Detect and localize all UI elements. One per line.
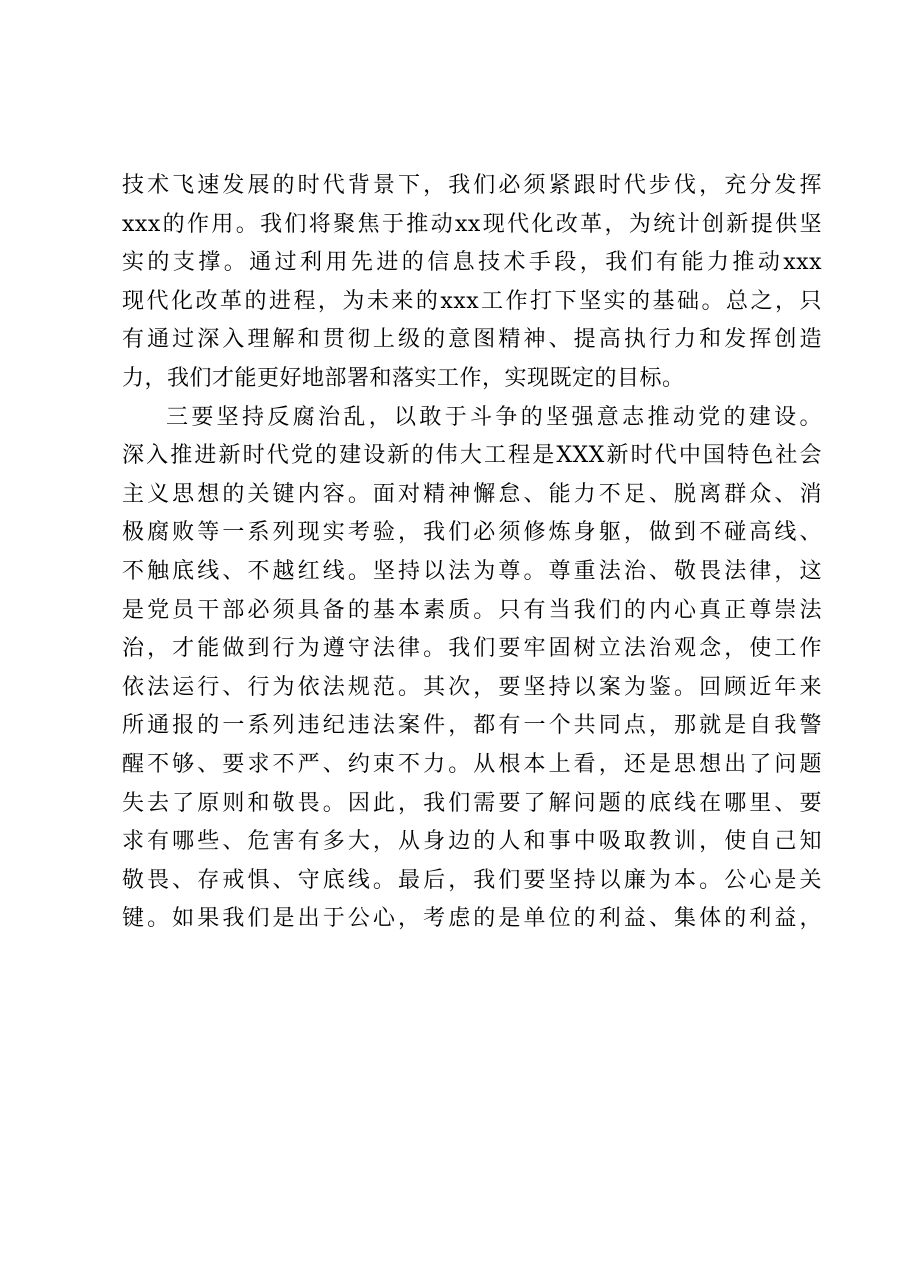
text-line: 失去了原则和敬畏。因此，我们需要了解问题的底线在哪里、要 xyxy=(122,790,822,816)
text-line: 技术飞速发展的时代背景下，我们必须紧跟时代步伐，充分发挥 xyxy=(122,173,822,198)
text-line: 极腐败等一系列现实考验，我们必须修炼身躯，做到不碰高线、 xyxy=(122,520,822,546)
text-line: 所通报的一系列违纪违法案件，都有一个共同点，那就是自我警 xyxy=(122,713,822,739)
text-line: 主义思想的关键内容。面对精神懈怠、能力不足、脱离群众、消 xyxy=(122,481,822,507)
text-line: 求有哪些、危害有多大，从身边的人和事中吸取教训，使自己知 xyxy=(122,829,822,855)
text-line: 力，我们才能更好地部署和落实工作，实现既定的目标。 xyxy=(122,365,685,391)
text-line: 不触底线、不越红线。坚持以法为尊。尊重法治、敬畏法律，这 xyxy=(122,558,822,584)
text-line: 依法运行、行为依法规范。其次，要坚持以案为鉴。回顾近年来 xyxy=(122,674,822,700)
text-line: 深入推进新时代党的建设新的伟大工程是XXX新时代中国特色社会 xyxy=(122,443,822,469)
text-line: 有通过深入理解和贯彻上级的意图精神、提高执行力和发挥创造 xyxy=(122,327,822,353)
body-text xyxy=(122,167,822,939)
text-line: 敬畏、存戒惧、守底线。最后，我们要坚持以廉为本。公心是关 xyxy=(122,867,822,893)
text-line: 醒不够、要求不严、约束不力。从根本上看，还是思想出了问题 xyxy=(122,751,822,777)
paragraph-heading-line: 三要坚持反腐治乱，以敢于斗争的坚强意志推动党的建设。 xyxy=(166,404,822,430)
text-line: 是党员干部必须具备的基本素质。只有当我们的内心真正尊崇法 xyxy=(122,597,822,623)
text-line: 现代化改革的进程，为未来的xxx工作打下坚实的基础。总之，只 xyxy=(122,288,822,314)
text-line: xxx的作用。我们将聚焦于推动xx现代化改革，为统计创新提供坚 xyxy=(122,211,822,237)
text-line: 实的支撑。通过利用先进的信息技术手段，我们有能力推动xxx xyxy=(122,250,822,276)
text-line: 治，才能做到行为遵守法律。我们要牢固树立法治观念，使工作 xyxy=(122,636,822,662)
text-line: 键。如果我们是出于公心，考虑的是单位的利益、集体的利益， xyxy=(122,906,822,932)
